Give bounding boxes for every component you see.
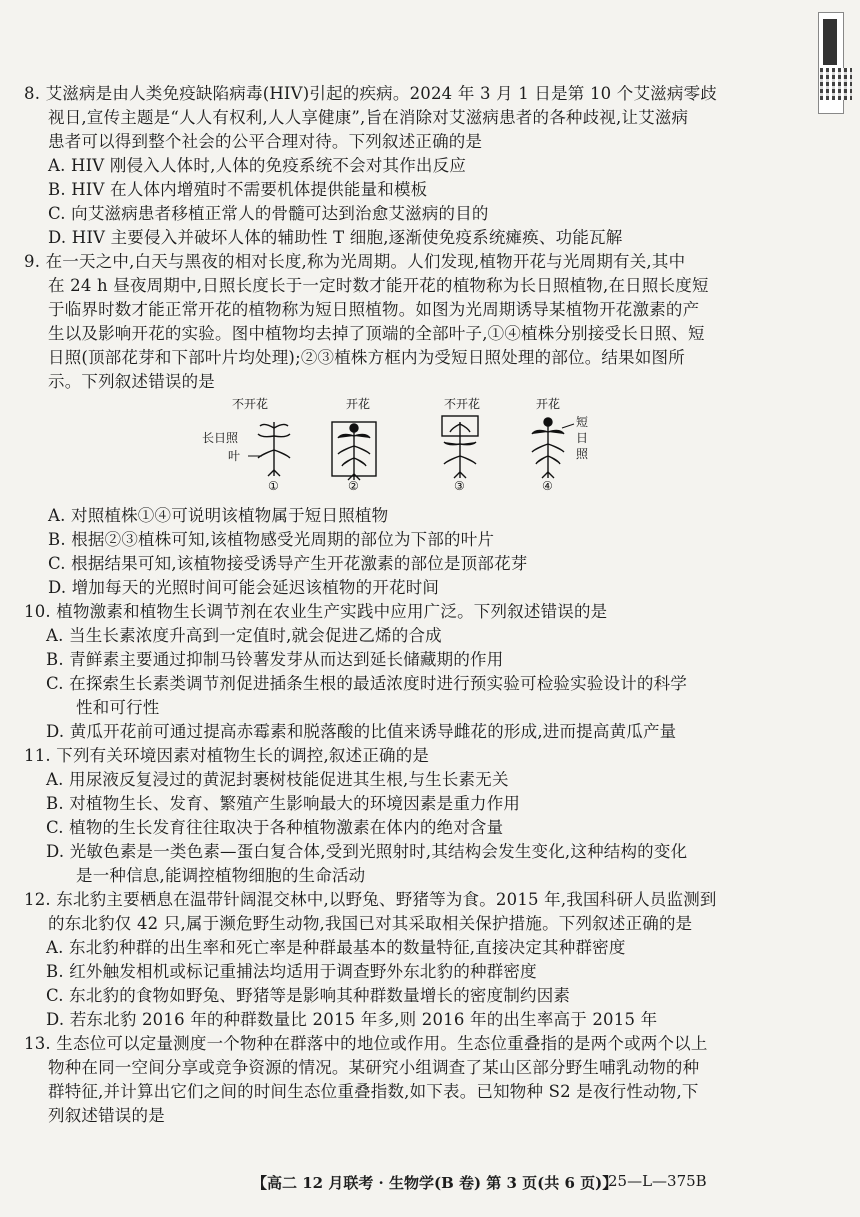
q12-line-2: 的东北豹仅 42 只,属于濒危野生动物,我国已对其采取相关保护措施。下列叙述正确的是 xyxy=(48,914,693,933)
page-footer-code: 25—L—375B xyxy=(608,1172,707,1190)
q13-line-2: 物种在同一空间分享或竞争资源的情况。某研究小组调查了某山区部分野生哺乳动物的种 xyxy=(48,1058,700,1077)
q11-option-b: B. 对植物生长、发育、繁殖产生影响最大的环境因素是重力作用 xyxy=(46,794,521,813)
q8-option-c: C. 向艾滋病患者移植正常人的骨髓可达到治愈艾滋病的目的 xyxy=(48,204,489,223)
q11-option-a: A. 用尿液反复浸过的黄泥封裹树枝能促进其生根,与生长素无关 xyxy=(46,770,509,789)
q9-line-4: 生以及影响开花的实验。图中植物均去掉了顶端的全部叶子,①④植株分别接受长日照、短 xyxy=(48,324,705,343)
q10-option-c-cont: 性和可行性 xyxy=(76,698,160,717)
figure-number-1: ① xyxy=(268,479,279,493)
qr-code-overlay xyxy=(820,68,852,100)
q9-option-b: B. 根据②③植株可知,该植物感受光周期的部位为下部的叶片 xyxy=(48,530,495,549)
figure-leaf-label: 叶 xyxy=(228,449,241,463)
figure-number-4: ④ xyxy=(542,479,553,493)
q11-line-1: 11. 下列有关环境因素对植物生长的调控,叙述正确的是 xyxy=(24,746,430,765)
figure-short-day-char-3: 照 xyxy=(576,447,589,461)
q10-line-1: 10. 植物激素和植物生长调节剂在农业生产实践中应用广泛。下列叙述错误的是 xyxy=(24,602,608,621)
q9-line-3: 于临界时数才能正常开花的植物称为短日照植物。如图为光周期诱导某植物开花激素的产 xyxy=(48,300,700,319)
q9-option-c: C. 根据结果可知,该植物接受诱导产生开花激素的部位是顶部花芽 xyxy=(48,554,528,573)
q12-option-b: B. 红外触发相机或标记重捕法均适用于调查野外东北豹的种群密度 xyxy=(46,962,537,981)
q13-line-4: 列叙述错误的是 xyxy=(48,1106,165,1125)
figure-number-2: ② xyxy=(348,479,359,493)
page-footer-title: 【高二 12 月联考 · 生物学(B 卷) 第 3 页(共 6 页)】 xyxy=(252,1174,618,1192)
q10-option-c: C. 在探索生长素类调节剂促进插条生根的最适浓度时进行预实验可检验实验设计的科学 xyxy=(46,674,688,693)
q8-option-d: D. HIV 主要侵入并破坏人体的辅助性 T 细胞,逐渐使免疫系统瘫痪、功能瓦解 xyxy=(48,228,623,247)
q9-line-5: 日照(顶部花芽和下部叶片均处理);②③植株方框内为受短日照处理的部位。结果如图所 xyxy=(48,348,685,367)
figure-label-4: 开花 xyxy=(536,397,561,411)
plant-2 xyxy=(338,424,370,480)
q8-line-1: 8. 艾滋病是由人类免疫缺陷病毒(HIV)引起的疾病。2024 年 3 月 1 日是第 10 个艾滋病零歧 xyxy=(24,84,717,103)
q8-line-3: 患者可以得到整个社会的公平合理对待。下列叙述正确的是 xyxy=(48,132,483,151)
badge-bar xyxy=(823,19,837,65)
q11-option-d: D. 光敏色素是一类色素—蛋白复合体,受到光照射时,其结构会发生变化,这种结构的变化 xyxy=(46,842,688,861)
q13-line-3: 群特征,并计算出它们之间的时间生态位重叠指数,如下表。已知物种 S2 是夜行性动物,下 xyxy=(48,1082,699,1101)
q13-line-1: 13. 生态位可以定量测度一个物种在群落中的地位或作用。生态位重叠指的是两个或两个以上 xyxy=(24,1034,708,1053)
q9-option-d: D. 增加每天的光照时间可能会延迟该植物的开花时间 xyxy=(48,578,440,597)
photoperiod-figure xyxy=(196,394,616,494)
q8-line-2: 视日,宣传主题是“人人有权利,人人享健康”,旨在消除对艾滋病患者的各种歧视,让艾滋病 xyxy=(48,108,689,127)
q12-option-a: A. 东北豹种群的出生率和死亡率是种群最基本的数量特征,直接决定其种群密度 xyxy=(46,938,626,957)
q12-option-d: D. 若东北豹 2016 年的种群数量比 2015 年多,则 2016 年的出生率高于 2015 年 xyxy=(46,1010,658,1029)
q9-line-6: 示。下列叙述错误的是 xyxy=(48,372,215,391)
figure-label-1: 不开花 xyxy=(232,397,269,411)
plant-4 xyxy=(532,418,564,478)
q12-line-1: 12. 东北豹主要栖息在温带针阔混交林中,以野兔、野猪等为食。2015 年,我国科研人员监测到 xyxy=(24,890,717,909)
q9-line-2: 在 24 h 昼夜周期中,日照长度长于一定时数才能开花的植物称为长日照植物,在日照长度短 xyxy=(48,276,709,295)
q9-line-1: 9. 在一天之中,白天与黑夜的相对长度,称为光周期。人们发现,植物开花与光周期有关,其中 xyxy=(24,252,686,271)
q12-option-c: C. 东北豹的食物如野兔、野猪等是影响其种群数量增长的密度制约因素 xyxy=(46,986,571,1005)
figure-label-2: 开花 xyxy=(346,397,371,411)
short-day-pointer-line xyxy=(562,424,574,428)
q10-option-d: D. 黄瓜开花前可通过提高赤霉素和脱落酸的比值来诱导雌花的形成,进而提高黄瓜产量 xyxy=(46,722,677,741)
figure-number-3: ③ xyxy=(454,479,465,493)
figure-label-3: 不开花 xyxy=(444,397,481,411)
q8-option-a: A. HIV 刚侵入人体时,人体的免疫系统不会对其作出反应 xyxy=(48,156,467,175)
q8-option-b: B. HIV 在人体内增殖时不需要机体提供能量和模板 xyxy=(48,180,428,199)
figure-short-day-char-2: 日 xyxy=(576,431,589,445)
figure-long-day-label: 长日照 xyxy=(202,431,239,445)
q9-option-a: A. 对照植株①④可说明该植物属于短日照植物 xyxy=(48,506,389,525)
figure-short-day-char-1: 短 xyxy=(576,415,589,429)
q11-option-c: C. 植物的生长发育往往取决于各种植物激素在体内的绝对含量 xyxy=(46,818,504,837)
plant-1 xyxy=(258,422,290,476)
q10-option-b: B. 青鲜素主要通过抑制马铃薯发芽从而达到延长储藏期的作用 xyxy=(46,650,504,669)
q10-option-a: A. 当生长素浓度升高到一定值时,就会促进乙烯的合成 xyxy=(46,626,442,645)
q11-option-d-cont: 是一种信息,能调控植物细胞的生命活动 xyxy=(76,866,366,885)
plant-3 xyxy=(444,422,476,478)
